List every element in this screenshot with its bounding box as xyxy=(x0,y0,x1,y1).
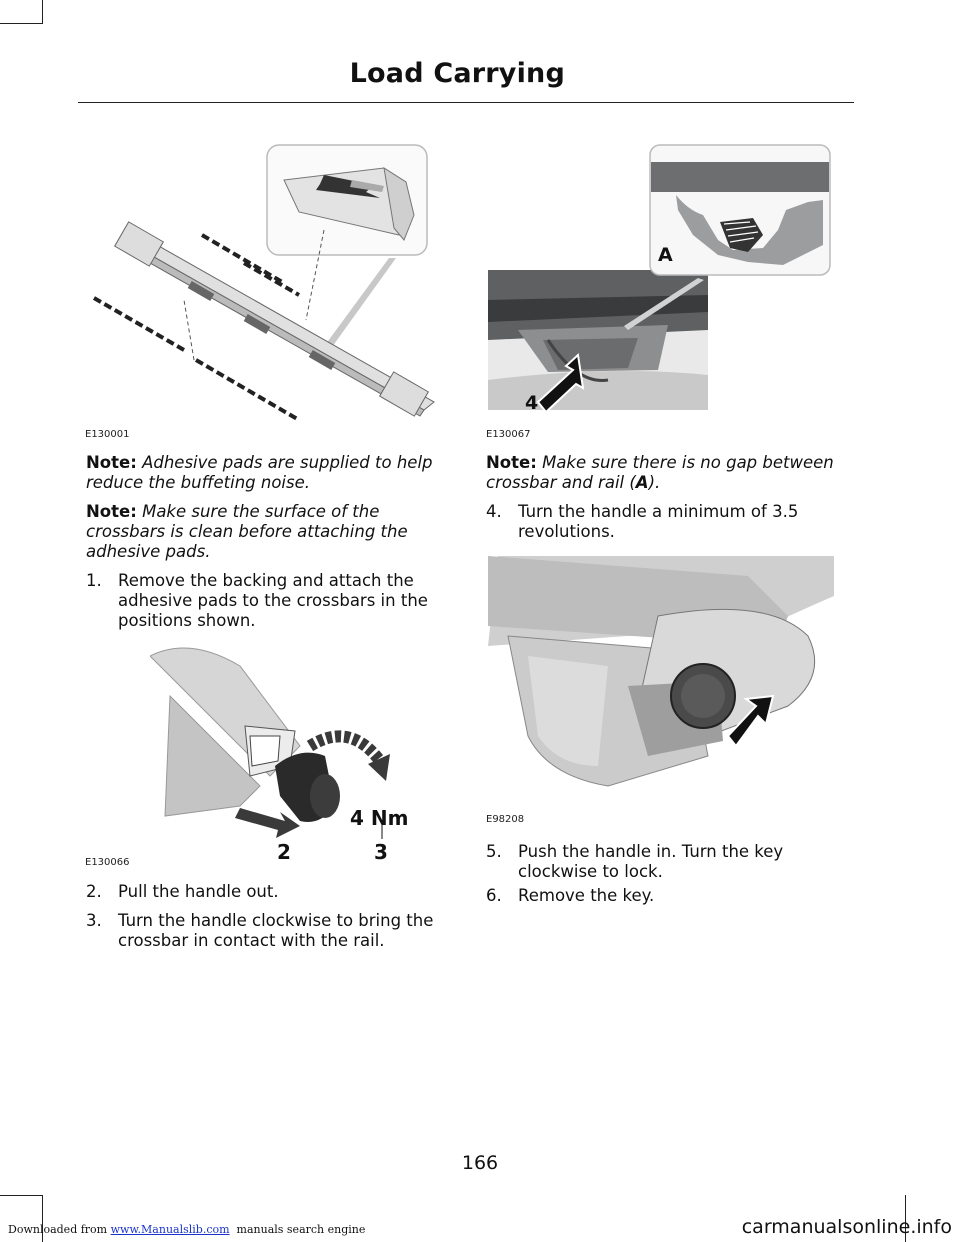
callout-a: A xyxy=(658,244,673,266)
step-text xyxy=(518,502,798,542)
watermark-site: carmanualsonline.info xyxy=(741,1216,952,1238)
figure-crossbar-rail xyxy=(488,140,834,418)
figure-adhesive-pads xyxy=(84,140,436,438)
step-2 xyxy=(86,882,456,902)
crop-mark xyxy=(0,23,43,24)
footer-prefix: Downloaded from xyxy=(8,1223,111,1236)
note-text: ). xyxy=(648,473,661,492)
step-text xyxy=(118,571,428,631)
note-label: Note: xyxy=(86,502,137,521)
step-number: 5. xyxy=(486,842,502,861)
note-label: Note: xyxy=(486,453,537,472)
note-text: Make sure the surface of the xyxy=(142,502,380,521)
figure-handle-closeup xyxy=(488,556,834,796)
footer-suffix: manuals search engine xyxy=(229,1223,366,1236)
figure-code: E98208 xyxy=(486,814,525,825)
note-text: crossbars is clean before attaching the xyxy=(86,522,408,541)
step-line: clockwise to lock. xyxy=(518,862,663,881)
step-text: Pull the handle out. xyxy=(118,882,279,901)
note-no-gap xyxy=(486,453,856,493)
figure-code: E130001 xyxy=(85,429,130,440)
note-text: Adhesive pads are supplied to help xyxy=(142,453,433,472)
step-line: adhesive pads to the crossbars in the xyxy=(118,591,428,610)
figure-handle-turn xyxy=(150,636,440,864)
step-3 xyxy=(86,911,456,953)
torque-label: 4 Nm xyxy=(350,806,409,830)
step-1 xyxy=(86,571,456,633)
step-text xyxy=(118,911,433,951)
step-line: positions shown. xyxy=(118,611,256,630)
step-5 xyxy=(486,842,856,884)
title-rule xyxy=(78,102,854,103)
step-line: Turn the handle a minimum of 3.5 xyxy=(518,502,799,521)
step-number: 4. xyxy=(486,502,502,521)
download-footer xyxy=(8,1223,365,1236)
note-callout: A xyxy=(635,473,649,492)
page-title: Load Carrying xyxy=(349,58,565,89)
page-number: 166 xyxy=(461,1152,499,1174)
step-number: 1. xyxy=(86,571,102,590)
note-adhesive xyxy=(86,453,446,493)
note-text: Make sure there is no gap between xyxy=(542,453,834,472)
crossbar-pads-illustration xyxy=(84,140,436,438)
note-text: reduce the buffeting noise. xyxy=(86,473,311,492)
step-line: Turn the handle clockwise to bring the xyxy=(118,911,434,930)
step-text xyxy=(518,842,783,882)
step-6 xyxy=(486,886,856,906)
step-number: 6. xyxy=(486,886,502,905)
step-line: crossbar in contact with the rail. xyxy=(118,931,385,950)
note-text: crossbar and rail ( xyxy=(486,473,636,492)
figure-code: E130067 xyxy=(486,429,531,440)
note-text: adhesive pads. xyxy=(86,542,211,561)
step-text: Remove the key. xyxy=(518,886,655,905)
handle-closeup-illustration xyxy=(488,556,834,796)
step-4 xyxy=(486,502,856,544)
callout-4: 4 xyxy=(525,392,539,414)
step-line: revolutions. xyxy=(518,522,615,541)
crop-mark xyxy=(42,0,43,24)
note-surface xyxy=(86,502,446,562)
step-number: 2. xyxy=(86,882,102,901)
figure-code: E130066 xyxy=(85,857,130,868)
callout-2: 2 xyxy=(277,840,291,864)
note-label: Note: xyxy=(86,453,137,472)
callout-3: 3 xyxy=(374,840,388,864)
manualslib-link[interactable]: www.Manualslib.com xyxy=(110,1223,230,1236)
step-line: Push the handle in. Turn the key xyxy=(518,842,784,861)
crossbar-rail-illustration xyxy=(488,140,834,418)
step-line: Remove the backing and attach the xyxy=(118,571,414,590)
crop-mark xyxy=(0,1195,43,1196)
step-number: 3. xyxy=(86,911,102,930)
